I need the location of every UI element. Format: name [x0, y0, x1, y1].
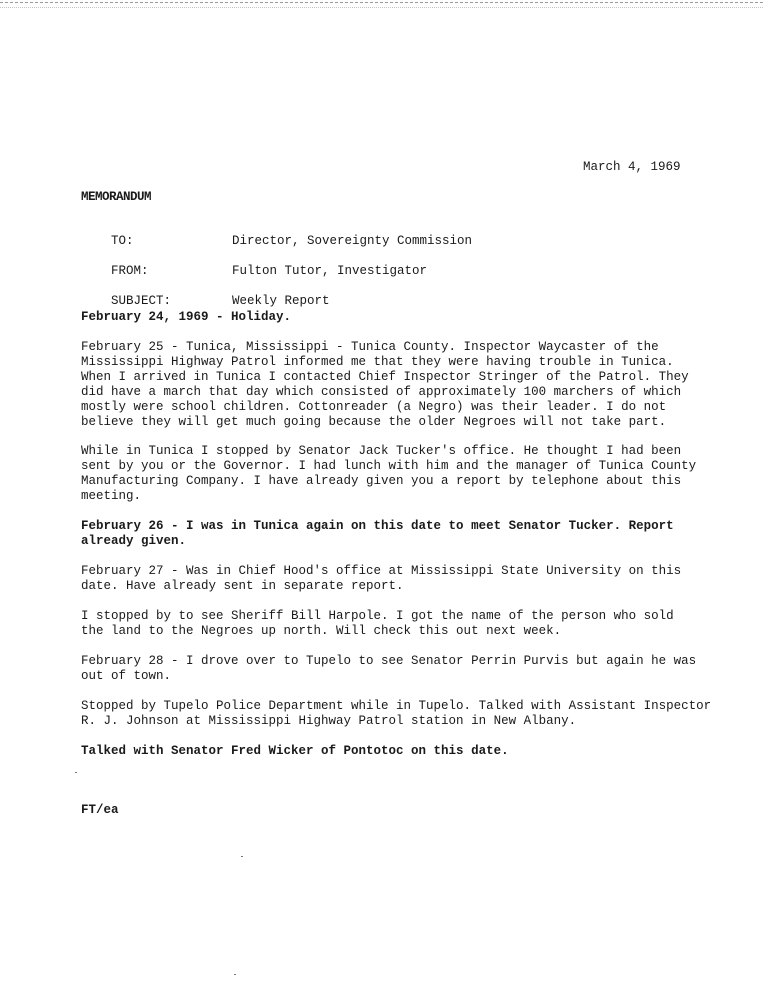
from-value: Fulton Tutor, Investigator [232, 264, 428, 278]
paragraph-senator-wicker: Talked with Senator Fred Wicker of Pontotoc on this date. [81, 744, 509, 758]
typist-initials: FT/ea [81, 803, 119, 817]
paragraph-feb-27: February 27 - Was in Chief Hood's office at Mississippi State University on this date. Have already sent in separate report. [81, 564, 682, 593]
paragraph-sheriff-harpole: I stopped by to see Sheriff Bill Harpole. I got the name of the person who sold the land to the Negroes up north. Will check this out next week. [81, 609, 674, 638]
scan-speck [75, 772, 77, 773]
top-edge-artifact [0, 2, 763, 8]
paragraph-feb-24: February 24, 1969 - Holiday. [81, 310, 292, 324]
paragraph-feb-25: February 25 - Tunica, Mississippi - Tunica County. Inspector Waycaster of the Mississippi Highway Patrol informed me that they were having trouble in Tunica. When I arrived in Tunica I contacted Chief Inspector Stringer of the Patrol. They did have a march that day which consisted of approximately 100 marchers of which mostly were school children. Cottonreader (a Negro) was their leader. I do not believe they will get much going because the older Negroes will not take part. [81, 340, 689, 429]
paragraph-feb-28: February 28 - I drove over to Tupelo to see Senator Perrin Purvis but again he was out of town. [81, 654, 697, 683]
subject-label: SUBJECT: [111, 294, 172, 308]
scan-speck [241, 856, 243, 857]
subject-value: Weekly Report [232, 294, 330, 308]
paragraph-feb-26: February 26 - I was in Tunica again on this date to meet Senator Tucker. Report already given. [81, 519, 674, 548]
from-label: FROM: [111, 264, 149, 278]
scan-speck [234, 974, 236, 975]
memo-title: MEMORANDUM [81, 190, 152, 204]
to-label: TO: [111, 234, 134, 248]
memo-date: March 4, 1969 [583, 160, 681, 174]
to-value: Director, Sovereignty Commission [232, 234, 473, 248]
paragraph-senator-tucker-office: While in Tunica I stopped by Senator Jack Tucker's office. He thought I had been sent by you or the Governor. I had lunch with him and the manager of Tunica County Manufacturing Company. I have already given you a report by telephone about this meeting. [81, 444, 697, 503]
paragraph-tupelo-police: Stopped by Tupelo Police Department while in Tupelo. Talked with Assistant Inspector R. J. Johnson at Mississippi Highway Patrol station in New Albany. [81, 699, 712, 728]
